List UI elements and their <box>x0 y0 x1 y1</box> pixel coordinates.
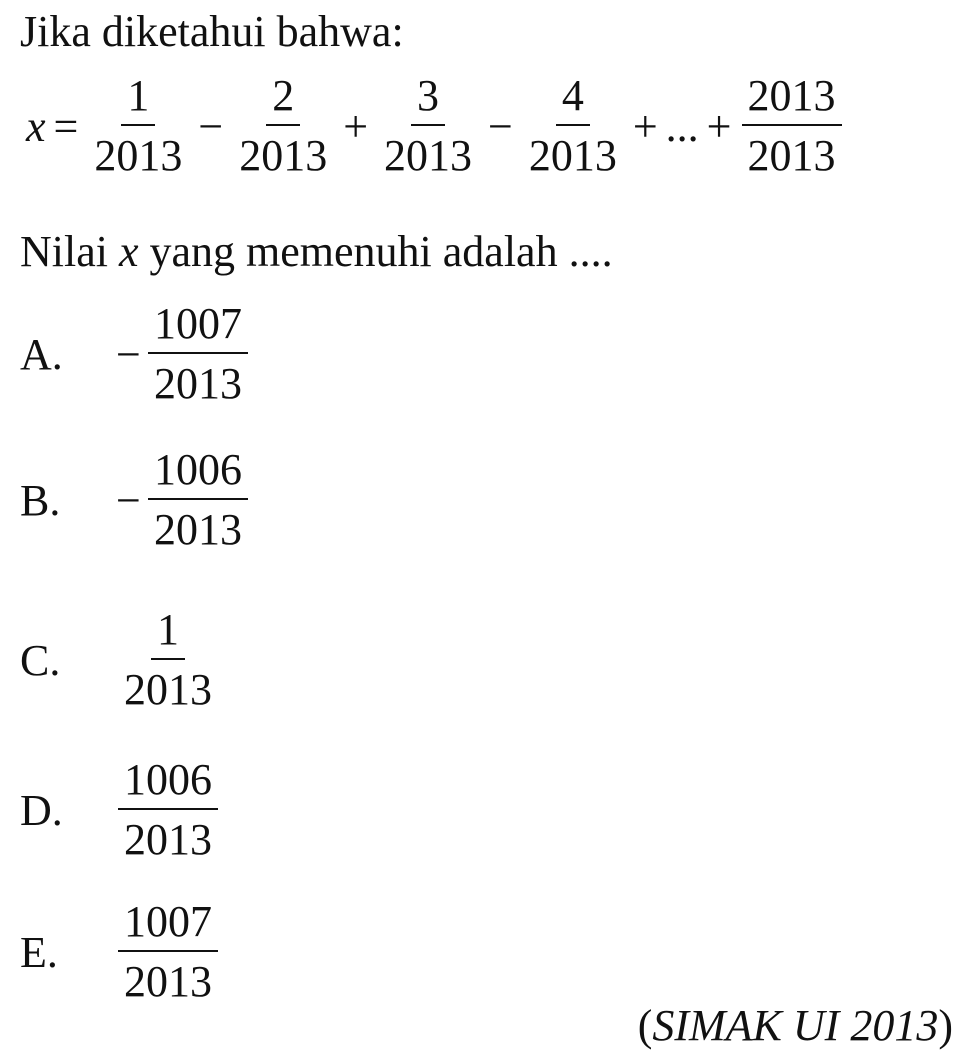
source-open-paren: ( <box>637 1001 653 1050</box>
option-letter: B. <box>20 475 61 525</box>
fraction-term-1 <box>88 71 188 180</box>
question-prefix: Nilai <box>20 227 119 276</box>
equation-variable: x <box>26 101 46 151</box>
fraction-term-last <box>742 71 842 180</box>
fraction-numerator: 1007 <box>148 302 248 354</box>
fraction-numerator: 4 <box>556 74 590 126</box>
operator: + <box>706 101 732 151</box>
equals-sign: = <box>53 101 79 151</box>
option-fraction <box>118 897 218 1006</box>
operator: + <box>343 101 369 151</box>
operator: − <box>198 101 224 151</box>
question-suffix: yang memenuhi adalah .... <box>138 227 613 276</box>
option-fraction <box>148 445 248 554</box>
option-fraction <box>118 605 218 714</box>
option-letter: C. <box>20 635 61 685</box>
equation <box>26 71 844 180</box>
fraction-numerator: 1007 <box>118 900 218 952</box>
fraction-denominator: 2013 <box>239 131 328 180</box>
source-text: SIMAK UI 2013 <box>652 1001 939 1050</box>
fraction-numerator: 1 <box>121 74 155 126</box>
fraction-numerator: 1006 <box>118 758 218 810</box>
fraction-denominator: 2013 <box>154 359 242 408</box>
option-c[interactable] <box>20 605 220 714</box>
fraction-term-2 <box>233 71 333 180</box>
fraction-term-3 <box>378 71 478 180</box>
operator: + <box>632 101 658 151</box>
fraction-denominator: 2013 <box>124 815 212 864</box>
option-letter: A. <box>20 329 63 379</box>
source-citation <box>638 1000 953 1052</box>
fraction-denominator: 2013 <box>94 131 183 180</box>
fraction-denominator: 2013 <box>528 131 617 180</box>
option-e[interactable] <box>20 897 220 1006</box>
option-d[interactable] <box>20 755 220 864</box>
option-a[interactable] <box>20 299 250 408</box>
fraction-numerator: 2013 <box>742 74 842 126</box>
source-close-paren: ) <box>938 1001 953 1050</box>
option-sign: − <box>116 329 141 379</box>
fraction-numerator: 1 <box>151 608 185 660</box>
fraction-denominator: 2013 <box>124 957 212 1006</box>
fraction-numerator: 3 <box>411 74 445 126</box>
option-letter: E. <box>20 927 58 977</box>
option-fraction <box>118 755 218 864</box>
fraction-denominator: 2013 <box>384 131 473 180</box>
fraction-term-4 <box>523 71 623 180</box>
question-variable: x <box>118 227 139 276</box>
fraction-denominator: 2013 <box>154 505 242 554</box>
intro-text: Jika diketahui bahwa: <box>20 7 404 56</box>
option-fraction <box>148 299 248 408</box>
fraction-numerator: 1006 <box>148 448 248 500</box>
option-b[interactable] <box>20 445 250 554</box>
fraction-denominator: 2013 <box>747 131 836 180</box>
fraction-numerator: 2 <box>266 74 300 126</box>
operator: − <box>488 101 513 151</box>
question-text <box>20 226 613 278</box>
ellipsis: ... <box>665 101 699 151</box>
option-sign: − <box>116 475 141 525</box>
option-letter: D. <box>20 785 63 835</box>
fraction-denominator: 2013 <box>124 665 212 714</box>
